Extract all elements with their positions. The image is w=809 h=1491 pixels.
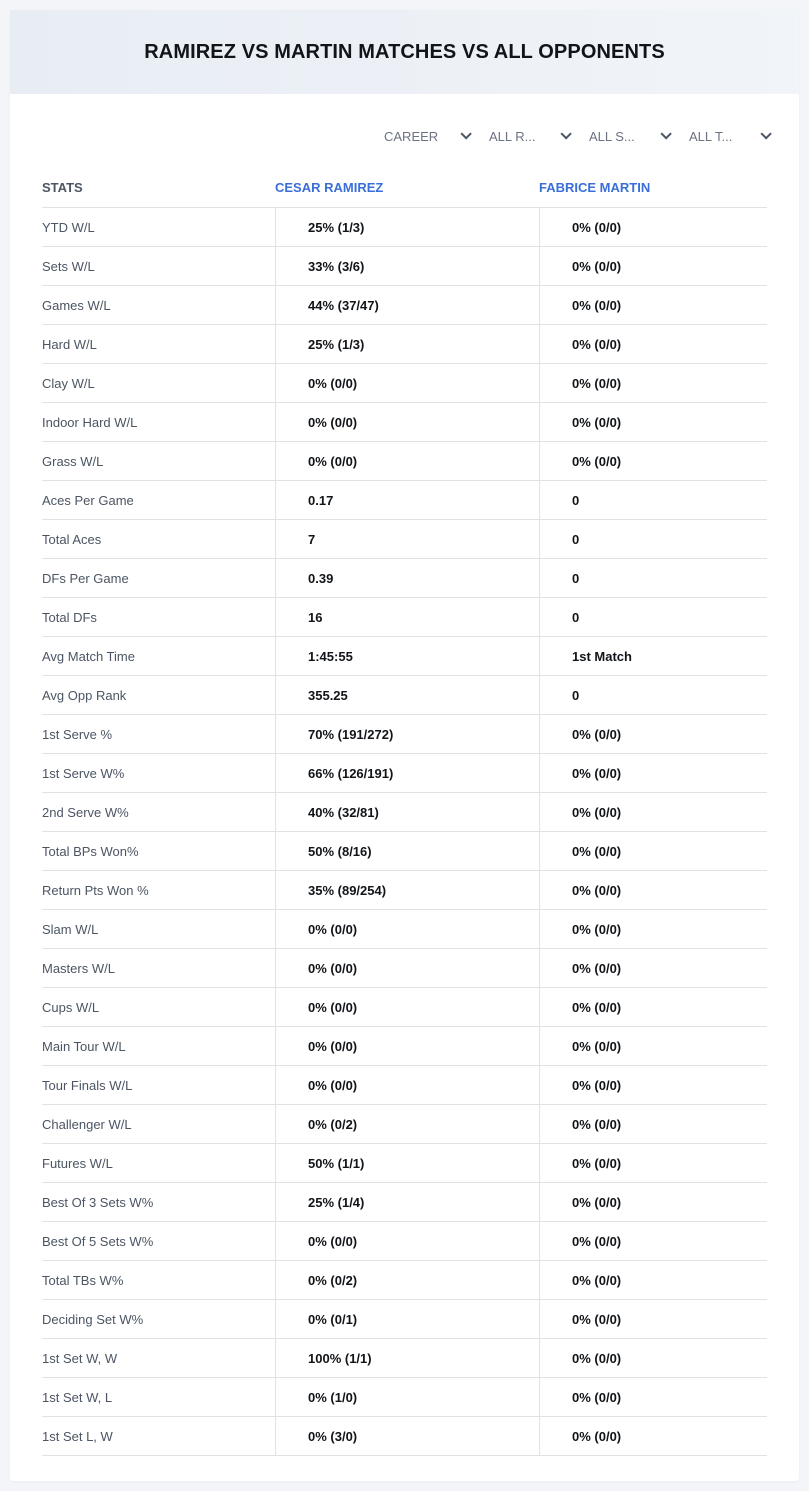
player2-value: 0% (0/0) <box>539 871 767 909</box>
table-row <box>42 715 767 754</box>
column-header-player2[interactable]: FABRICE MARTIN <box>539 180 651 195</box>
player2-value: 0% (0/0) <box>539 1183 767 1221</box>
player1-value: 0% (0/2) <box>275 1105 539 1143</box>
table-row <box>42 988 767 1027</box>
filter-period-select[interactable] <box>384 126 474 146</box>
player2-value: 0% (0/0) <box>539 988 767 1026</box>
stat-label: 1st Serve % <box>42 726 113 742</box>
stat-label: Total Aces <box>42 531 102 547</box>
stat-label: Cups W/L <box>42 999 100 1015</box>
filter-tournament-label: ALL T... <box>689 128 733 144</box>
player2-value: 0% (0/0) <box>539 1066 767 1104</box>
table-row <box>42 1417 767 1456</box>
player2-value: 0% (0/0) <box>539 910 767 948</box>
stat-label: Total TBs W% <box>42 1272 124 1288</box>
player1-value: 0.17 <box>275 481 539 519</box>
table-row <box>42 1105 767 1144</box>
player2-value: 0% (0/0) <box>539 832 767 870</box>
table-row <box>42 1144 767 1183</box>
filter-round-label: ALL R... <box>489 128 536 144</box>
player2-value: 0 <box>539 598 767 636</box>
filter-bar <box>384 126 774 146</box>
table-row <box>42 1027 767 1066</box>
chevron-down-icon <box>760 128 771 139</box>
player1-value: 25% (1/3) <box>275 325 539 363</box>
player2-value: 0% (0/0) <box>539 1222 767 1260</box>
chevron-down-icon <box>660 128 671 139</box>
table-row <box>42 793 767 832</box>
card-header <box>10 10 799 94</box>
player1-value: 0% (0/1) <box>275 1300 539 1338</box>
stat-label: Indoor Hard W/L <box>42 414 138 430</box>
player2-value: 0 <box>539 520 767 558</box>
table-row <box>42 1261 767 1300</box>
table-row <box>42 1222 767 1261</box>
player2-value: 0% (0/0) <box>539 1144 767 1182</box>
table-row <box>42 325 767 364</box>
player2-value: 0 <box>539 481 767 519</box>
table-row <box>42 286 767 325</box>
stat-label: YTD W/L <box>42 219 95 235</box>
player1-value: 66% (126/191) <box>275 754 539 792</box>
player1-value: 0% (0/0) <box>275 1066 539 1104</box>
table-row <box>42 520 767 559</box>
stat-label: Games W/L <box>42 297 111 313</box>
player2-value: 0% (0/0) <box>539 715 767 753</box>
player2-value: 1st Match <box>539 637 767 675</box>
player1-value: 44% (37/47) <box>275 286 539 324</box>
stat-label: 2nd Serve W% <box>42 804 129 820</box>
player1-value: 0% (0/0) <box>275 1027 539 1065</box>
table-row <box>42 364 767 403</box>
player1-value: 0% (3/0) <box>275 1417 539 1455</box>
table-row <box>42 598 767 637</box>
player1-value: 7 <box>275 520 539 558</box>
table-row <box>42 676 767 715</box>
table-row <box>42 832 767 871</box>
player1-value: 0% (0/0) <box>275 1222 539 1260</box>
stat-label: DFs Per Game <box>42 570 129 586</box>
player1-value: 40% (32/81) <box>275 793 539 831</box>
stat-label: Return Pts Won % <box>42 882 149 898</box>
stats-card <box>10 10 799 1481</box>
stat-label: Best Of 5 Sets W% <box>42 1233 154 1249</box>
player2-value: 0% (0/0) <box>539 1105 767 1143</box>
stat-label: Futures W/L <box>42 1155 113 1171</box>
player2-value: 0% (0/0) <box>539 754 767 792</box>
player2-value: 0% (0/0) <box>539 247 767 285</box>
stat-label: Challenger W/L <box>42 1116 132 1132</box>
table-row <box>42 949 767 988</box>
table-body <box>42 208 767 1456</box>
player2-value: 0% (0/0) <box>539 1378 767 1416</box>
player2-value: 0% (0/0) <box>539 1417 767 1455</box>
player2-value: 0% (0/0) <box>539 1339 767 1377</box>
player2-value: 0% (0/0) <box>539 949 767 987</box>
filter-tournament-select[interactable] <box>674 126 774 146</box>
player2-value: 0% (0/0) <box>539 1300 767 1338</box>
player1-value: 0.39 <box>275 559 539 597</box>
table-row <box>42 1183 767 1222</box>
filter-surface-label: ALL S... <box>589 128 635 144</box>
table-header <box>42 168 767 208</box>
stat-label: Slam W/L <box>42 921 99 937</box>
player1-value: 50% (1/1) <box>275 1144 539 1182</box>
player2-value: 0% (0/0) <box>539 403 767 441</box>
stat-label: Avg Opp Rank <box>42 687 127 703</box>
player2-value: 0% (0/0) <box>539 325 767 363</box>
player1-value: 355.25 <box>275 676 539 714</box>
stat-label: Total BPs Won% <box>42 843 139 859</box>
stats-table <box>42 168 767 1456</box>
column-header-player1[interactable]: CESAR RAMIREZ <box>275 180 384 195</box>
table-row <box>42 871 767 910</box>
stat-label: Main Tour W/L <box>42 1038 126 1054</box>
player2-value: 0% (0/0) <box>539 1261 767 1299</box>
player1-value: 0% (0/2) <box>275 1261 539 1299</box>
stat-label: Best Of 3 Sets W% <box>42 1194 154 1210</box>
stat-label: Clay W/L <box>42 375 95 391</box>
table-row <box>42 403 767 442</box>
page-title: RAMIREZ VS MARTIN MATCHES VS ALL OPPONENTS <box>144 40 665 63</box>
player1-value: 25% (1/3) <box>275 208 539 246</box>
stat-label: 1st Set L, W <box>42 1428 113 1444</box>
stat-label: Aces Per Game <box>42 492 134 508</box>
stat-label: Deciding Set W% <box>42 1311 144 1327</box>
chevron-down-icon <box>460 128 471 139</box>
stat-label: 1st Serve W% <box>42 765 125 781</box>
filter-surface-select[interactable] <box>574 126 674 146</box>
player1-value: 0% (0/0) <box>275 403 539 441</box>
player2-value: 0% (0/0) <box>539 442 767 480</box>
column-header-stats: STATS <box>42 180 83 195</box>
table-row <box>42 442 767 481</box>
player1-value: 33% (3/6) <box>275 247 539 285</box>
stat-label: 1st Set W, L <box>42 1389 113 1405</box>
player1-value: 25% (1/4) <box>275 1183 539 1221</box>
player1-value: 0% (0/0) <box>275 910 539 948</box>
table-row <box>42 754 767 793</box>
stat-label: Hard W/L <box>42 336 97 352</box>
player1-value: 16 <box>275 598 539 636</box>
table-row <box>42 1300 767 1339</box>
player1-value: 0% (1/0) <box>275 1378 539 1416</box>
player1-value: 50% (8/16) <box>275 832 539 870</box>
stat-label: 1st Set W, W <box>42 1350 118 1366</box>
table-row <box>42 1378 767 1417</box>
table-row <box>42 910 767 949</box>
player1-value: 0% (0/0) <box>275 988 539 1026</box>
player2-value: 0% (0/0) <box>539 1027 767 1065</box>
stat-label: Tour Finals W/L <box>42 1077 133 1093</box>
stat-label: Sets W/L <box>42 258 95 274</box>
player2-value: 0% (0/0) <box>539 286 767 324</box>
player1-value: 70% (191/272) <box>275 715 539 753</box>
chevron-down-icon <box>560 128 571 139</box>
player2-value: 0% (0/0) <box>539 793 767 831</box>
stat-label: Avg Match Time <box>42 648 135 664</box>
table-row <box>42 637 767 676</box>
player1-value: 100% (1/1) <box>275 1339 539 1377</box>
stat-label: Total DFs <box>42 609 97 625</box>
filter-round-select[interactable] <box>474 126 574 146</box>
table-row <box>42 481 767 520</box>
table-row <box>42 247 767 286</box>
filter-period-label: CAREER <box>384 128 439 144</box>
table-row <box>42 559 767 598</box>
table-row <box>42 1339 767 1378</box>
player1-value: 0% (0/0) <box>275 442 539 480</box>
player1-value: 35% (89/254) <box>275 871 539 909</box>
player2-value: 0% (0/0) <box>539 208 767 246</box>
stat-label: Masters W/L <box>42 960 115 976</box>
table-row <box>42 1066 767 1105</box>
player1-value: 0% (0/0) <box>275 949 539 987</box>
player2-value: 0% (0/0) <box>539 364 767 402</box>
player2-value: 0 <box>539 676 767 714</box>
player1-value: 0% (0/0) <box>275 364 539 402</box>
player2-value: 0 <box>539 559 767 597</box>
player1-value: 1:45:55 <box>275 637 539 675</box>
table-row <box>42 208 767 247</box>
stat-label: Grass W/L <box>42 453 104 469</box>
